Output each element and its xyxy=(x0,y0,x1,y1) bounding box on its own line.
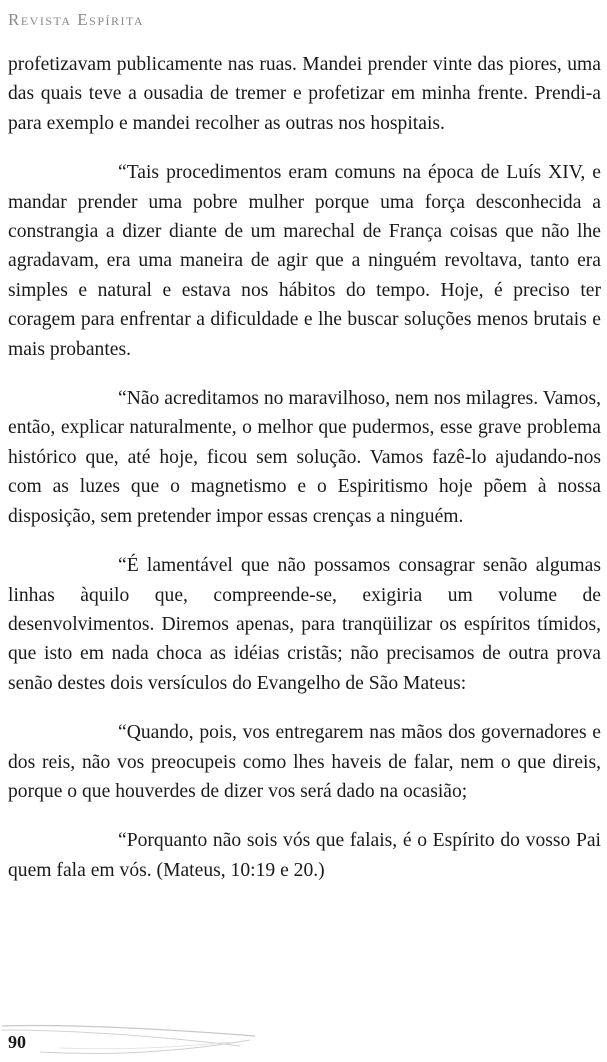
page-number: 90 xyxy=(8,1032,26,1052)
decorative-swoosh xyxy=(0,1022,260,1062)
page-body xyxy=(8,50,601,905)
running-header: Revista Espírita xyxy=(8,10,145,29)
paragraph-quote: “Quando, pois, vos entregarem nas mãos dos governadores e dos reis, não vos preocupeis como lhes haveis de falar, nem o que direis, porque o que houverdes de dizer vos será dado na ocasião; xyxy=(8,722,601,802)
paragraph: “Tais procedimentos eram comuns na época de Luís XIV, e mandar prender uma pobre mulher porque uma força desconhecida a constrangia a dizer diante de um marechal de França coisas que não lhe agradavam, era uma maneira de agir que a ninguém revoltava, tanto era simples e natural e estava nos hábitos do tempo. Hoje, é preciso ter coragem para enfrentar a dificuldade e lhe buscar soluções menos brutais e mais probantes. xyxy=(8,162,601,360)
paragraph: “Não acreditamos no maravilhoso, nem nos milagres. Vamos, então, explicar naturalmente, o melhor que pudermos, esse grave problema histórico que, até hoje, ficou sem solução. Vamos fazê-lo ajudando-nos com as luzes que o magnetismo e o Espiritismo hoje põem à nossa disposição, sem pretender impor essas crenças a ninguém. xyxy=(8,388,601,527)
paragraph-continuation: profetizavam publicamente nas ruas. Mandei prender vinte das piores, uma das quais teve a ousadia de tremer e profetizar em minha frente. Prendi-a para exemplo e mandei recolher as outras nos hospitais. xyxy=(8,54,601,134)
paragraph-quote: “Porquanto não sois vós que falais, é o Espírito do vosso Pai quem fala em vós. (Mateus, 10:19 e 20.) xyxy=(8,830,601,881)
page-footer xyxy=(0,1022,607,1062)
paragraph: “É lamentável que não possamos consagrar senão algumas linhas àquilo que, compreende-se, exigiria um volume de desenvolvimentos. Diremos apenas, para tranqüilizar os espíritos tímidos, que isto em nada choca as idéias cristãs; não precisamos de outra prova senão destes dois versículos do Evangelho de São Mateus: xyxy=(8,555,601,694)
